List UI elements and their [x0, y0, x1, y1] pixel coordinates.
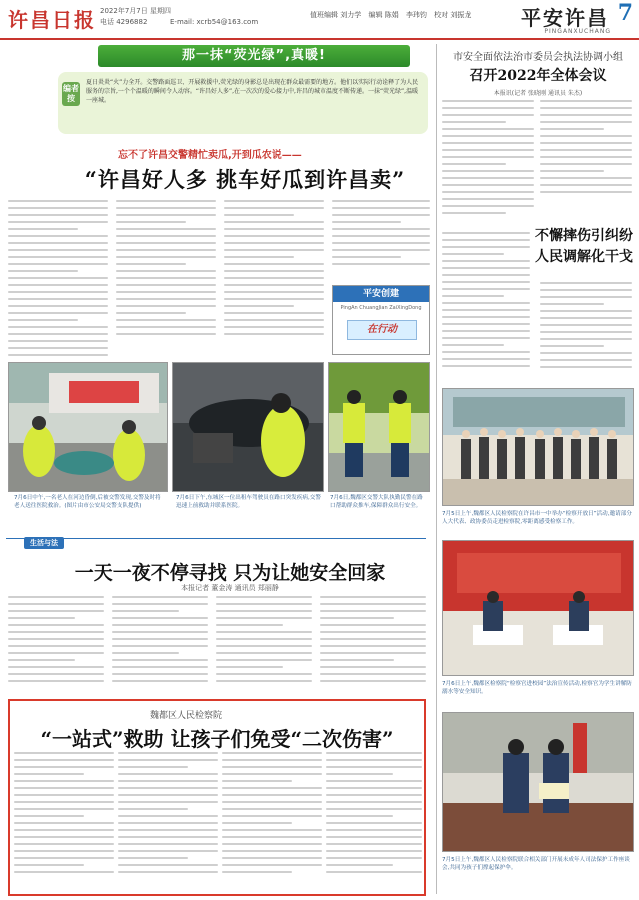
article-column	[8, 200, 108, 370]
right-article-column	[442, 232, 530, 382]
caption-mid: 7月6日下午,东城区一位出租车驾驶员在路口突发疾病,交警迅速上前救助并联系医院。	[176, 495, 321, 509]
article-column	[224, 200, 324, 350]
masthead	[0, 0, 639, 40]
logo-action: 在行动	[347, 320, 417, 340]
masthead-meta	[100, 6, 171, 28]
logo-title: 平安创建	[333, 286, 429, 302]
right-headline-big: 召开2022年全体会议	[469, 68, 607, 84]
article-column	[216, 596, 312, 694]
article-column	[118, 752, 218, 890]
editor-note-text: 夏日炎炎“火”力全开。交警路面巡卫、开展救援中,荧光绿的身影总是出现在群众最需要的地方。他们以实际行动诠释了为人民服务的宗旨,一个个温暖的瞬间令人动容。“许昌好人多”,在一次次的爱心接力中,许昌的城市温度不断传递。一抹“荧光绿”,温暖一座城。	[86, 79, 419, 104]
article-column	[332, 200, 430, 280]
article-column	[8, 596, 104, 694]
article-column	[326, 752, 422, 890]
photo-traffic-police	[172, 362, 324, 492]
article-column	[320, 596, 426, 694]
article-column	[222, 752, 322, 890]
photo-procuratorate-open-day	[442, 388, 634, 506]
email-line: E-mail: xcrb54@163.com	[170, 18, 259, 26]
caption-left: 7月6日中午,一名老人在河边昏倒,后被交警发现,交警及时将老人送往医院救治。(图片由市公安局交警支队提供)	[14, 495, 161, 509]
right-caption-mid: 7月6日上午,魏都区检察院“检察官进校园”法治宣传活动,检察官为学生讲解防溺水等安全知识。	[442, 681, 632, 695]
right-vertical-headline	[535, 226, 633, 268]
second-byline: 本报记者 董金涛 通讯员 郑丽静	[181, 584, 279, 592]
article-column	[14, 752, 114, 890]
column-divider	[436, 44, 437, 894]
green-banner-title: 那一抹“荧光绿”,真暖!	[98, 45, 410, 67]
pingan-chuangjian-logo	[332, 285, 430, 355]
right-caption-bottom: 7月5日上午,魏都区人民检察院联合相关部门开展未成年人司法保护工作座谈会,共同为孩子们撑起保护伞。	[442, 857, 630, 871]
highlight-headline: “一站式”救助 让孩子们免受“二次伤害”	[40, 727, 394, 751]
right-article-column	[540, 282, 632, 382]
right-caption-top: 7月5日上午,魏都区人民检察院在许昌市一中举办“检察开放日”活动,邀请部分人大代表、政协委员走进检察院,零距离感受检察工作。	[442, 511, 632, 525]
photo-protection-meeting	[442, 712, 634, 852]
main-kicker: 忘不了许昌交警精忙卖瓜,开到瓜农说——	[118, 150, 302, 161]
editor-item: 值班编辑 刘力学	[310, 11, 362, 19]
phone-line: 电话 4296882	[100, 18, 148, 26]
caption-right: 7月6日,魏都区交警大队执勤民警在路口帮助群众推车,保障群众出行安全。	[330, 495, 423, 509]
newspaper-logo: 许昌日报	[8, 8, 96, 32]
section-title: 平安许昌	[521, 6, 609, 30]
highlight-subhead: 魏都区人民检察院	[150, 711, 223, 721]
right-byline: 本报讯(记者 张晓刚 通讯员 朱杰)	[493, 90, 583, 97]
right-article-column	[442, 100, 534, 225]
photo-police-crossing	[328, 362, 430, 492]
right-article-column	[540, 100, 632, 210]
section-bar	[6, 538, 426, 550]
article-column	[116, 200, 216, 350]
main-headline: “许昌好人多 挑车好瓜到许昌卖”	[84, 167, 406, 192]
editor-note	[58, 72, 428, 134]
page-number: 7	[617, 0, 633, 26]
editor-item: 李玮钧	[405, 11, 427, 19]
photo-rescue-elderly	[8, 362, 168, 492]
section-pinyin: PINGANXUCHANG	[544, 28, 611, 35]
photo-school-talk	[442, 540, 634, 676]
editor-note-tag: 编者按	[62, 82, 80, 106]
second-headline: 一天一夜不停寻找 只为让她安全回家	[74, 562, 386, 584]
article-column	[112, 596, 208, 694]
editors-list	[310, 10, 476, 20]
right-vertical-headline-1: 不懈摔伤引纠纷	[535, 228, 633, 244]
date-line: 2022年7月7日 星期四	[100, 7, 171, 15]
right-vertical-headline-2: 人民调解化干戈	[535, 249, 633, 265]
section-tag: 生活与法	[24, 537, 64, 549]
logo-pinyin: PingAn ChuangJian ZaiXingDong	[340, 305, 422, 311]
editor-item: 编辑 陈娟	[368, 11, 399, 19]
editor-item: 校对 刘振龙	[434, 11, 472, 19]
right-headline-small: 市安全面依法治市委员会执法协调小组	[453, 52, 623, 63]
